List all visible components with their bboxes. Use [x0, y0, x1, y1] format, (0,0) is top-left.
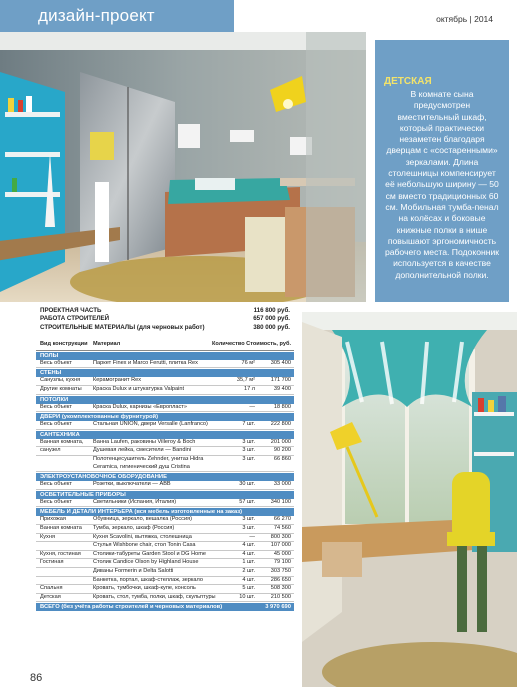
row-type: Спальня [40, 585, 63, 592]
row-material: Душевая лейка, смесители — Bandini [93, 447, 192, 454]
row-cost: 210 500 [270, 593, 291, 600]
row-quantity: — [249, 403, 255, 410]
row-type: Прихожая [40, 516, 66, 523]
category-header: ПОТОЛКИ [36, 396, 294, 404]
row-type [40, 456, 93, 471]
row-quantity: 35,7 м² [236, 377, 255, 384]
row-material: Керамогранит Rex [93, 377, 142, 384]
table-row [36, 499, 294, 508]
row-material: Краска Dulux и штукатурка Valpaint [93, 386, 185, 392]
total-row: ВСЕГО (без учёта работы строителей и черновых материалов) 3 970 690 [36, 603, 294, 611]
row-quantity: 76 м² [241, 359, 255, 366]
summary-row: ПРОЕКТНАЯ ЧАСТЬ 116 800 руб. [40, 307, 290, 314]
row-type: Кухня, гостиная [40, 550, 81, 557]
table-row [36, 456, 294, 472]
row-type: Ванная комната, [40, 438, 84, 445]
row-material: Диваны Formerin и Delta Salotti [93, 567, 174, 574]
row-type: Другие комнаты [40, 386, 82, 392]
table-row [36, 525, 294, 534]
row-material: Ванна Laufen, раковины Villeroy & Boch [93, 438, 196, 445]
section-title: дизайн-проект [0, 0, 234, 32]
cost-table [36, 307, 294, 611]
row-cost: 74 560 [273, 524, 291, 531]
table-row [36, 447, 294, 456]
category-header: ЭЛЕКТРОУСТАНОВОЧНОЕ ОБОРУДОВАНИЕ [36, 473, 294, 481]
table-row [36, 559, 294, 568]
row-cost: 66 270 [273, 516, 291, 523]
row-material: Тумба, зеркало, шкаф (Россия) [93, 524, 175, 531]
row-type: Весь объект [40, 498, 72, 505]
row-quantity: 4 шт. [242, 542, 255, 549]
row-type [40, 568, 93, 576]
row-cost: 303 750 [270, 567, 291, 574]
row-quantity: 3 шт. [242, 447, 255, 454]
row-material: Кровать, тумбочки, шкаф-купе, консоль [93, 585, 196, 592]
row-material: Светильники (Испания, Италия) [93, 498, 177, 505]
row-cost: 45 000 [273, 550, 291, 557]
row-type: Санузлы, кухня [40, 377, 81, 384]
category-header: САНТЕХНИКА [36, 431, 294, 439]
row-cost: 79 100 [273, 559, 291, 566]
row-type: Весь объект [40, 359, 72, 366]
row-type: Гостиная [40, 559, 64, 566]
table-row [36, 360, 294, 369]
table-row [36, 542, 294, 551]
sidebar-text: В комнате сына предусмотрен вместительный шкаф, который практически незаметен благодаря дверцам с «состаренными» зеркалами. Длина столешницы компенсирует её небольшую ширину — 50 см вместо традиционных 60 см. Мобильная тумба-пенал на колёсах и боковые книжные полки в нише повышают эргономичность рабочего места. Подоконник используется в качестве дополнительной полки. [384, 89, 500, 280]
issue-date: октябрь | 2014 [436, 14, 493, 24]
row-type: Весь объект [40, 403, 72, 410]
row-quantity: — [249, 533, 255, 540]
summary-row: СТРОИТЕЛЬНЫЕ МАТЕРИАЛЫ (для черновых работ) 380 000 руб. [40, 323, 290, 331]
row-type [40, 542, 93, 550]
row-type: Ванная комната [40, 524, 82, 531]
row-quantity: 1 шт. [242, 559, 255, 566]
table-row [36, 551, 294, 560]
table-row [36, 421, 294, 430]
row-cost: 508 300 [270, 585, 291, 592]
row-cost: 222 800 [270, 421, 291, 428]
table-row [36, 585, 294, 594]
summary-row: РАБОТА СТРОИТЕЛЕЙ 657 000 руб. [40, 315, 290, 323]
row-quantity: 7 шт. [242, 421, 255, 428]
table-row [36, 516, 294, 525]
table-row [36, 568, 294, 577]
header-band [0, 0, 517, 32]
row-material: Столик Candice Olson by Highland House [93, 559, 199, 566]
category-header: ОСВЕТИТЕЛЬНЫЕ ПРИБОРЫ [36, 491, 294, 499]
table-row [36, 386, 294, 395]
row-quantity: 17 л [243, 386, 255, 392]
row-type: Весь объект [40, 421, 72, 428]
row-type: санузел [40, 447, 61, 454]
row-quantity: 2 шт. [242, 567, 255, 574]
table-row [36, 404, 294, 413]
row-cost: 107 000 [270, 542, 291, 549]
kids-room-photo [0, 32, 366, 302]
row-material: Банкетка, портал, шкаф-стеллаж, зеркало [93, 576, 203, 583]
row-material: Паркет Finex и Marco Ferutti, плитка Rex [93, 359, 198, 366]
row-cost: 171 700 [270, 377, 291, 384]
row-material: Полотенцесушитель Zehnder, унитаз Hidra Ceramica, гигиенический душ Cristina [93, 455, 204, 470]
row-quantity: 3 шт. [242, 438, 255, 445]
row-cost: 39 400 [273, 386, 291, 392]
row-material: Кухня Scavolini, вытяжка, столешница [93, 533, 192, 540]
table-row [36, 534, 294, 543]
row-type: Детская [40, 593, 61, 600]
row-cost: 33 000 [273, 481, 291, 488]
category-header: ПОЛЫ [36, 352, 294, 360]
row-type: Кухня [40, 533, 55, 540]
category-header: ДВЕРИ (укомплектованные фурнитурой) [36, 413, 294, 421]
desk-window-photo [302, 312, 517, 687]
row-quantity: 5 шт. [242, 585, 255, 592]
row-cost: 340 100 [270, 498, 291, 505]
caption-sidebar [375, 40, 509, 302]
row-cost: 201 000 [270, 438, 291, 445]
row-cost: 286 650 [270, 576, 291, 583]
row-material: Стальная UNION, двери Versalle (Lanfranco) [93, 421, 208, 428]
row-cost: 66 860 [273, 455, 291, 462]
row-material: Краска Dulux, карнизы «Европласт» [93, 403, 187, 410]
category-header: СТЕНЫ [36, 369, 294, 377]
row-quantity: 4 шт. [242, 576, 255, 583]
row-material: Обувница, зеркало, вешалка (Россия) [93, 516, 192, 523]
row-type [40, 577, 93, 585]
table-row [36, 481, 294, 490]
row-material: Розетки, выключатели — ABB [93, 481, 171, 488]
row-material: Столики-табуреты Garden Stool и DG Home [93, 550, 207, 557]
row-type: Весь объект [40, 481, 72, 488]
table-row [36, 594, 294, 603]
row-cost: 18 800 [273, 403, 291, 410]
row-cost: 90 200 [273, 447, 291, 454]
table-header: Вид конструкции Материал Количество Стоимость, руб. [36, 335, 294, 351]
row-quantity: 3 шт. [242, 516, 255, 523]
row-quantity: 57 шт. [239, 498, 255, 505]
row-quantity: 30 шт. [239, 481, 255, 488]
row-cost: 800 300 [270, 533, 291, 540]
row-quantity: 3 шт. [242, 455, 255, 462]
table-row [36, 377, 294, 386]
row-material: Стулья Wishbone chair, стол Tonin Casa [93, 542, 196, 549]
category-header: МЕБЕЛЬ И ДЕТАЛИ ИНТЕРЬЕРА (вся мебель изготовленные на заказ) [36, 508, 294, 516]
row-material: Кровать, стол, тумба, полки, шкаф, скульптуры [93, 593, 216, 600]
row-quantity: 3 шт. [242, 524, 255, 531]
table-row [36, 577, 294, 586]
row-quantity: 4 шт. [242, 550, 255, 557]
sidebar-heading: ДЕТСКАЯ [384, 76, 432, 87]
table-body [36, 352, 294, 602]
row-cost: 305 400 [270, 359, 291, 366]
page-number: 86 [30, 672, 43, 684]
row-quantity: 10 шт. [239, 593, 255, 600]
